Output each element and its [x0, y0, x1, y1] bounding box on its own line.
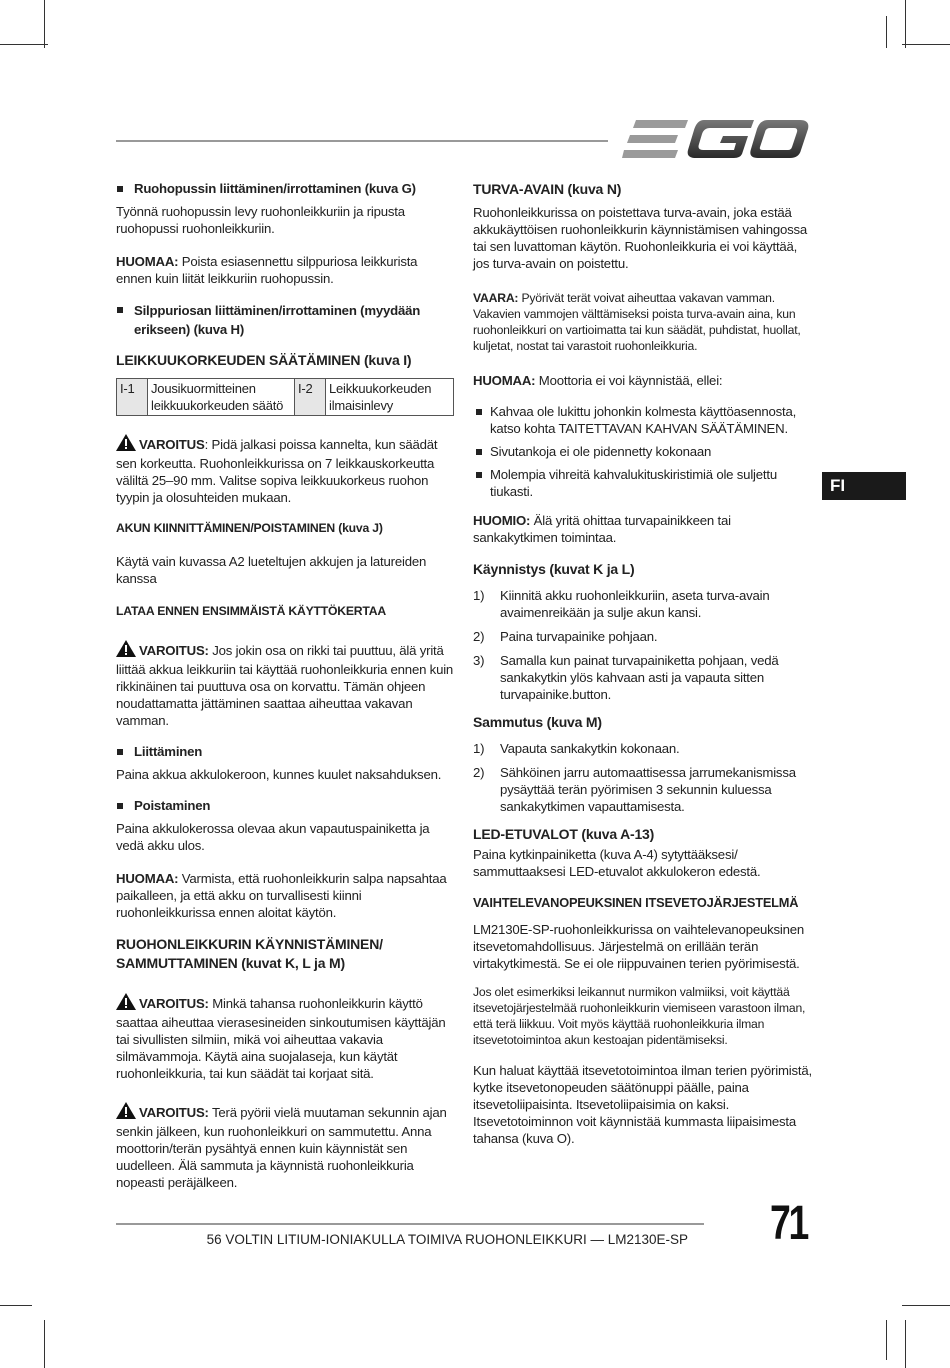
caution-text: Älä yritä ohittaa turvapainikkeen tai sankakytkimen toimintaa.	[473, 513, 731, 545]
warning-triangle-icon	[116, 640, 136, 661]
paragraph-safety-key: Ruohonleikkurissa on poistettava turva-avain, joka estää akkukäyttöisen ruohonleikkurin käynnistämisen vahingossa tai sen luvattoman käytön. Ruohonleikkuria ei voi käyttää, jos turva-avain on poistettu.	[473, 205, 808, 271]
stop-steps-list	[473, 740, 813, 815]
note-motor	[473, 372, 813, 389]
bullet-heading-remove: Poistaminen	[116, 797, 454, 814]
warning-label: VAROITUS:	[139, 996, 209, 1011]
parts-table	[116, 378, 454, 416]
heading-self-propel: VAIHTELEVANOPEUKSINEN ITSEVETOJÄRJESTELMÄ	[473, 895, 799, 910]
warning-text: Jos jokin osa on rikki tai puuttuu, älä yritä liittää akkua leikkuriin tai käyttää ruohonleikkuria ennen kuin rikkinäinen tai puuttuva osa on korvattu. Tämän ohjeen noudattamatta jättäminen saattaa aiheuttaa vakavan vamman.	[116, 643, 454, 728]
table-row	[117, 379, 454, 416]
part-code: I-2	[295, 379, 326, 416]
bullet-heading-attach: Liittäminen	[116, 743, 454, 760]
warning-label: VAROITUS:	[139, 643, 209, 658]
footer-rule	[116, 1223, 704, 1225]
start-steps-list	[473, 587, 813, 703]
danger-blades	[473, 290, 813, 354]
heading-battery: AKUN KIINNITTÄMINEN/POISTAMINEN (kuva J)	[116, 521, 383, 535]
heading-charge: LATAA ENNEN ENSIMMÄISTÄ KÄYTTÖKERTAA	[116, 604, 386, 618]
ego-logo-graphic	[622, 118, 810, 162]
paragraph-battery: Käytä vain kuvassa A2 lueteltujen akkujen ja latureiden kanssa	[116, 554, 427, 586]
note-mulch-remove	[116, 253, 454, 287]
note-text: Poista esiasennettu silppuriosa leikkurista ennen kuin liität leikkuriin ruohopussin.	[116, 254, 418, 286]
step-text: Samalla kun painat turvapainiketta pohjaan, vedä sankakytkin ylös kahvaan asti ja vapauta sitten turvapainike.button.	[500, 653, 779, 702]
crop-mark	[886, 16, 887, 48]
crop-mark	[902, 1305, 950, 1306]
step-number: 1)	[473, 588, 485, 603]
danger-text: Pyörivät terät voivat aiheuttaa vakavan vamman. Vakavien vammojen välttämiseksi poista turva-avain aina, kun ruohonleikkuri on vartioimatta tai kun säädät, puhdistat, huollat, kuljetat, nostat tai varastoit ruohonleikkuria.	[473, 291, 801, 353]
heading-stop: Sammutus (kuva M)	[473, 714, 602, 730]
paragraph-self-propel-3: Kun haluat käyttää itsevetotoimintoa ilman terien pyörimistä, kytke itsevetonopeuden säätönuppi päälle, paina itsevetoliipaisinta. Itsevetoliipaisimia on kaksi. Itsevetotoiminnon voit käynnistää kummasta liipaisimesta tahansa (kuva O).	[473, 1063, 812, 1146]
heading-start-stop: RUOHONLEIKKURIN KÄYNNISTÄMINEN/ SAMMUTTAMINEN (kuvat K, L ja M)	[116, 936, 383, 971]
warning-debris	[116, 993, 454, 1082]
warning-blade-spin	[116, 1102, 454, 1191]
part-name: Jousikuormitteinen leikkuukorkeuden säätö	[148, 379, 295, 416]
warning-label: VAROITUS	[139, 437, 205, 452]
warning-triangle-icon	[116, 993, 136, 1014]
header-rule	[116, 140, 608, 142]
list-item: Sivutankoja ei ole pidennetty kokonaan	[473, 443, 813, 460]
crop-mark	[44, 1320, 45, 1368]
crop-mark	[44, 0, 45, 48]
warning-triangle-icon	[116, 1102, 136, 1123]
note-label: HUOMAA:	[473, 373, 536, 388]
crop-mark	[886, 1320, 887, 1360]
list-item: Molempia vihreitä kahvalukituskiristimiä ole suljettu tiukasti.	[473, 466, 813, 500]
language-tab: FI	[822, 472, 906, 500]
step-text: Vapauta sankakytkin kokonaan.	[500, 741, 680, 756]
list-item	[473, 740, 813, 757]
paragraph-self-propel-1: LM2130E-SP-ruohonleikkurissa on vaihtelevanopeuksinen itsevetomahdollisuus. Järjestelmä on erillään terän virtakytkimestä. Se ei ole riippuvainen terien pyörimisestä.	[473, 922, 805, 971]
bullet-heading-grass-bag: Ruohopussin liittäminen/irrottaminen (kuva G)	[116, 180, 454, 197]
footer-title: 56 VOLTIN LITIUM-IONIAKULLA TOIMIVA RUOHONLEIKKURI — LM2130E-SP	[206, 1232, 688, 1247]
crop-mark	[0, 44, 48, 45]
list-item: Kahvaa ole lukittu johonkin kolmesta käyttöasennosta, katso kohta TAITETTAVAN KAHVAN SÄÄTÄMINEN.	[473, 403, 813, 437]
danger-label: VAARA:	[473, 291, 519, 305]
warning-broken-parts	[116, 640, 454, 729]
heading-cutting-height: LEIKKUUKORKEUDEN SÄÄTÄMINEN (kuva I)	[116, 352, 412, 368]
paragraph-self-propel-2: Jos olet esimerkiksi leikannut nurmikon valmiiksi, voit käyttää itsevetojärjestelmää ruohonleikkurin viemiseen varastoon ilman, että terä liikkuu. Voit myös käyttää ruohonleikkuria ilman itsevetotoimintoa akun kestoajan pidentämiseksi.	[473, 985, 806, 1047]
step-text: Kiinnitä akku ruohonleikkuriin, aseta turva-avain avaimenreikään ja sulje akun kansi.	[500, 588, 770, 620]
ego-logo	[622, 118, 810, 167]
warning-triangle-icon	[116, 434, 136, 455]
motor-conditions-list	[473, 403, 813, 500]
part-name: Leikkuukorkeuden ilmaisinlevy	[326, 379, 454, 416]
right-column	[473, 180, 813, 1157]
step-number: 3)	[473, 653, 485, 668]
note-text: Varmista, että ruohonleikkurin salpa napsahtaa paikalleen, ja että akku on turvallisesti kiinni ruohonleikkurissa ennen aloitat käytön.	[116, 871, 447, 920]
note-text: Moottoria ei voi käynnistää, ellei:	[535, 373, 723, 388]
bullet-heading-mulch: Silppuriosan liittäminen/irrottaminen (myydään erikseen) (kuva H)	[116, 301, 454, 339]
list-item	[473, 587, 813, 621]
list-item	[473, 764, 813, 815]
note-label: HUOMAA:	[116, 871, 179, 886]
warning-text: Terä pyörii vielä muutaman sekunnin ajan senkin jälkeen, kun ruohonleikkuri on sammutettu. Anna moottorin/terän pysähtyä ennen kuin käynnistät sen uudelleen. Älä sammuta ja käynnistä ruohonleikkuria nopeasti peräjälkeen.	[116, 1105, 447, 1190]
warning-label: VAROITUS:	[139, 1105, 209, 1120]
warning-text: : Pidä jalkasi poissa kannelta, kun säädät sen korkeutta. Ruohonleikkurissa on 7 leikkauskorkeutta väliltä 25–90 mm. Valitse sopiva leikkuukorkeus ruohon tyypin ja olosuhteiden mukaan.	[116, 437, 438, 505]
caution-bypass	[473, 512, 813, 546]
step-text: Paina turvapainike pohjaan.	[500, 629, 658, 644]
crop-mark	[905, 0, 906, 48]
list-item	[473, 652, 813, 703]
list-item	[473, 628, 813, 645]
paragraph-attach: Paina akkua akkulokeroon, kunnes kuulet naksahduksen.	[116, 767, 442, 782]
step-number: 2)	[473, 765, 485, 780]
paragraph-remove: Paina akkulokerossa olevaa akun vapautuspainiketta ja vedä akku ulos.	[116, 821, 430, 853]
step-number: 1)	[473, 741, 485, 756]
crop-mark	[902, 44, 950, 45]
page-number: 71	[770, 1197, 807, 1250]
heading-start: Käynnistys (kuvat K ja L)	[473, 561, 635, 577]
crop-mark	[905, 1320, 906, 1368]
note-latch	[116, 870, 454, 921]
heading-safety-key: TURVA-AVAIN (kuva N)	[473, 181, 622, 197]
left-column	[116, 180, 454, 1201]
crop-mark	[0, 1305, 32, 1306]
part-code: I-1	[117, 379, 148, 416]
step-number: 2)	[473, 629, 485, 644]
warning-text: Minkä tahansa ruohonleikkurin käyttö saattaa aiheuttaa vierasesineiden sinkoutumisen käyttäjän tai sivullisten silmiin, mikä voi aiheuttaa vakavia silmävammoja. Käytä aina suojalaseja, kun käytät ruohonleikkuria, tai kun säädät tai korjaat sitä.	[116, 996, 446, 1081]
step-text: Sähköinen jarru automaattisessa jarrumekanismissa pysäyttää terän pyörimisen 3 sekunnin kuluessa sankakytkimen vapauttamisesta.	[500, 765, 796, 814]
paragraph-grass-bag: Työnnä ruohopussin levy ruohonleikkuriin ja ripusta ruohopussi ruohonleikkuriin.	[116, 204, 405, 236]
note-label: HUOMAA:	[116, 254, 179, 269]
caution-label: HUOMIO:	[473, 513, 531, 528]
warning-cutting-height	[116, 434, 454, 506]
paragraph-led: Paina kytkinpainiketta (kuva A-4) sytyttääksesi/ sammuttaaksesi LED-etuvalot akkulokeron edestä.	[473, 847, 761, 879]
heading-led: LED-ETUVALOT (kuva A-13)	[473, 826, 655, 842]
